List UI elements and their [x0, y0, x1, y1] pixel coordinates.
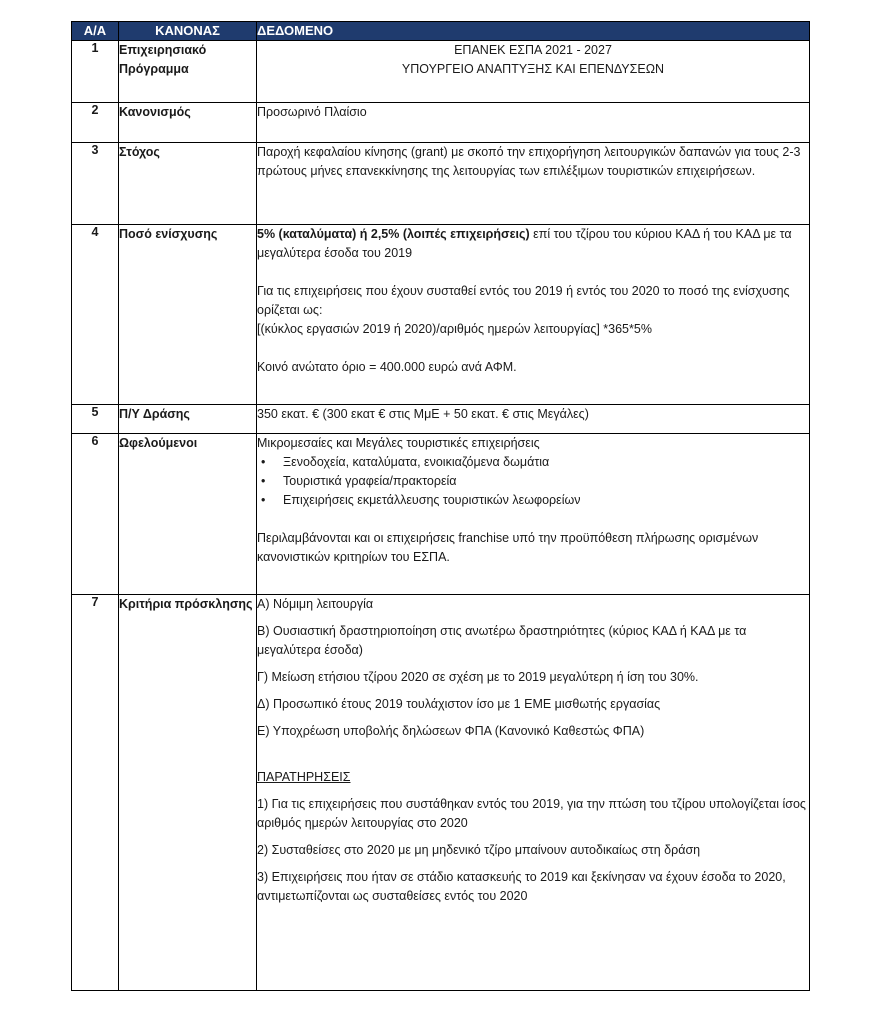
row-rule: Ποσό ενίσχυσης: [119, 225, 257, 405]
table-row: [72, 143, 810, 225]
program-title: ΕΠΑΝΕΚ ΕΣΠΑ 2021 - 2027: [454, 43, 612, 57]
row-data: [257, 41, 810, 103]
aid-rate-rest: επί του τζίρου του κύριου ΚΑΔ ή του ΚΑΔ με τα μεγαλύτερα έσοδα του 2019: [257, 227, 792, 260]
table-header-row: [72, 22, 810, 41]
row-rule: Π/Υ Δράσης: [119, 405, 257, 434]
list-item: • Επιχειρήσεις εκμετάλλευσης τουριστικών λεωφορείων: [257, 491, 809, 510]
row-number: 5: [72, 405, 119, 434]
criterion-b: Β) Ουσιαστική δραστηριοποίηση στις ανωτέρω δραστηριότητες (κύριος ΚΑΔ ή ΚΑΔ με τα μεγαλύτερα έσοδα): [257, 624, 747, 657]
remark-3: 3) Επιχειρήσεις που ήταν σε στάδιο κατασκευής το 2019 και ξεκίνησαν να έχουν έσοδα το 2020, αντιμετωπίζονται ως συσταθείσες εντός του 2020: [257, 870, 786, 903]
remarks-title: ΠΑΡΑΤΗΡΗΣΕΙΣ: [257, 770, 351, 784]
table-row: [72, 595, 810, 991]
beneficiaries-intro: Μικρομεσαίες και Μεγάλες τουριστικές επιχειρήσεις: [257, 436, 540, 450]
row-rule: Κανονισμός: [119, 103, 257, 143]
header-rule: ΚΑΝΟΝΑΣ: [119, 22, 257, 41]
list-item: • Ξενοδοχεία, καταλύματα, ενοικιαζόμενα δωμάτια: [257, 453, 809, 472]
header-data: ΔΕΔΟΜΕΝΟ: [257, 22, 810, 41]
row-data: [257, 595, 810, 991]
aid-formula: [(κύκλος εργασιών 2019 ή 2020)/αριθμός ημερών λειτουργίας] *365*5%: [257, 322, 652, 336]
row-number: 1: [72, 41, 119, 103]
row-number: 7: [72, 595, 119, 991]
ministry-name: ΥΠΟΥΡΓΕΙΟ ΑΝΑΠΤΥΞΗΣ ΚΑΙ ΕΠΕΝΔΥΣΕΩΝ: [401, 62, 665, 76]
row-number: 4: [72, 225, 119, 405]
aid-limit: Κοινό ανώτατο όριο = 400.000 ευρώ ανά ΑΦΜ.: [257, 360, 517, 374]
aid-rate-text: [257, 225, 809, 263]
remark-2: 2) Συσταθείσες στο 2020 με μη μηδενικό τζίρο μπαίνουν αυτοδικαίως στη δράση: [257, 843, 701, 857]
row-rule: Ωφελούμενοι: [119, 434, 257, 595]
row-rule: Επιχειρησιακό Πρόγραμμα: [119, 41, 257, 103]
row-rule: Στόχος: [119, 143, 257, 225]
row-data: 350 εκατ. € (300 εκατ € στις ΜμΕ + 50 εκατ. € στις Μεγάλες): [257, 405, 810, 434]
criterion-d: Δ) Προσωπικό έτους 2019 τουλάχιστον ίσο με 1 ΕΜΕ μισθωτής εργασίας: [257, 697, 661, 711]
row-data: [257, 225, 810, 405]
criterion-e: Ε) Υποχρέωση υποβολής δηλώσεων ΦΠΑ (Κανονικό Καθεστώς ΦΠΑ): [257, 724, 645, 738]
table-row: [72, 434, 810, 595]
row-rule: Κριτήρια πρόσκλησης: [119, 595, 257, 991]
table-row: [72, 41, 810, 103]
row-number: 3: [72, 143, 119, 225]
new-business-text: Για τις επιχειρήσεις που έχουν συσταθεί εντός του 2019 ή εντός του 2020 το ποσό της ενίσχυσης ορίζεται ως:: [257, 284, 790, 317]
list-item: • Τουριστικά γραφεία/πρακτορεία: [257, 472, 809, 491]
aid-rate-bold: 5% (καταλύματα) ή 2,5% (λοιπές επιχειρήσεις): [257, 227, 530, 241]
beneficiaries-list: [257, 453, 809, 510]
table-row: [72, 405, 810, 434]
table-row: [72, 225, 810, 405]
remark-1: 1) Για τις επιχειρήσεις που συστάθηκαν εντός του 2019, για την πτώση του τζίρου υπολογίζεται ίσος αριθμός ημερών λειτουργίας στο 2020: [257, 797, 806, 830]
row-data: [257, 434, 810, 595]
criterion-c: Γ) Μείωση ετήσιου τζίρου 2020 σε σχέση με το 2019 μεγαλύτερη ή ίση του 30%.: [257, 670, 699, 684]
table-row: [72, 103, 810, 143]
row-data: Προσωρινό Πλαίσιο: [257, 103, 810, 143]
criterion-a: Α) Νόμιμη λειτουργία: [257, 597, 374, 611]
header-aa: Α/Α: [72, 22, 119, 41]
program-rules-table: [71, 21, 810, 991]
franchise-note: Περιλαμβάνονται και οι επιχειρήσεις franchise υπό την προϋπόθεση πλήρωσης ορισμένων κανονιστικών κριτηρίων του ΕΣΠΑ.: [257, 531, 759, 564]
row-number: 2: [72, 103, 119, 143]
row-number: 6: [72, 434, 119, 595]
row-data: Παροχή κεφαλαίου κίνησης (grant) με σκοπό την επιχορήγηση λειτουργικών δαπανών για τους 2-3 πρώτους μήνες επανεκκίνησης της λειτουργίας των επιλέξιμων τουριστικών επιχειρήσεων.: [257, 143, 810, 225]
